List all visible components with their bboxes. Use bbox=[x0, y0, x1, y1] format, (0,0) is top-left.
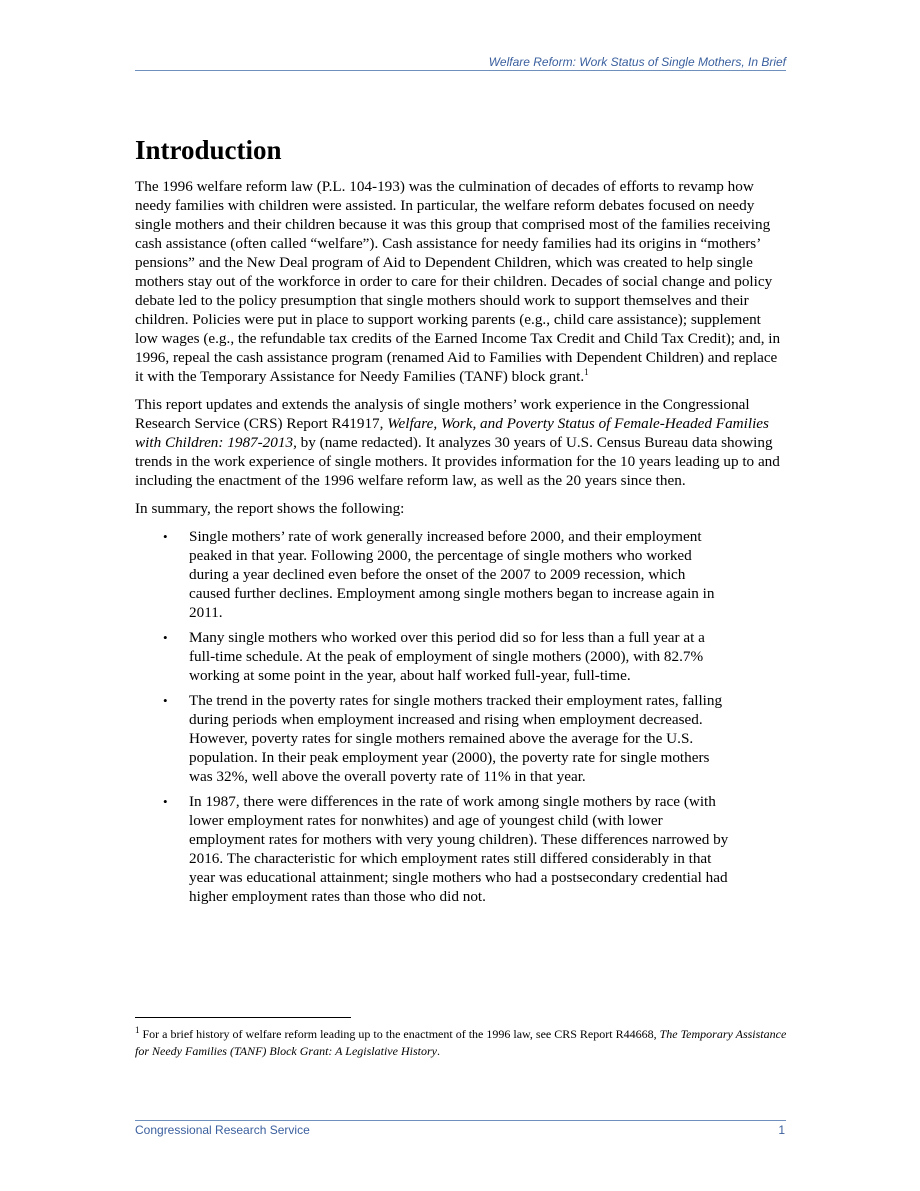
bullet-icon: • bbox=[163, 630, 168, 645]
bullet-icon: • bbox=[163, 794, 168, 809]
main-content bbox=[135, 133, 787, 912]
summary-bullet-list bbox=[135, 527, 787, 906]
footnote-divider bbox=[135, 1017, 351, 1018]
footer-divider bbox=[135, 1120, 786, 1121]
footnote-text-b: . bbox=[436, 1044, 440, 1058]
list-item bbox=[135, 691, 729, 786]
list-item bbox=[135, 792, 729, 906]
footnote bbox=[135, 1026, 787, 1060]
intro-paragraph-1 bbox=[135, 177, 787, 386]
bullet-icon: • bbox=[163, 693, 168, 708]
section-title: Introduction bbox=[135, 135, 282, 165]
running-header: Welfare Reform: Work Status of Single Mothers, In Brief bbox=[488, 55, 786, 69]
footnote-ref[interactable]: 1 bbox=[584, 366, 589, 377]
footnote-text-a: For a brief history of welfare reform leading up to the enactment of the 1996 law, see CRS Report R44668, bbox=[139, 1027, 660, 1041]
list-item bbox=[135, 527, 729, 622]
intro-paragraph-1-text: The 1996 welfare reform law (P.L. 104-193) was the culmination of decades of efforts to revamp how needy families with children were assisted. In particular, the welfare reform debates focused on needy single mothers and their children because it was this group that comprised most of the families receiving cash assistance (often called “welfare”). Cash assistance for needy families had its origins in “mothers’ pensions” and the New Deal program of Aid to Dependent Children, which was created to help single mothers stay out of the workforce in order to care for their children. Decades of social change and policy debate led to the policy presumption that single mothers should work to support themselves and their children. Policies were put in place to support working parents (e.g., child care assistance); supplement low wages (e.g., the refundable tax credits of the Earned Income Tax Credit and Child Tax Credit); and, in 1996, repeal the cash assistance program (renamed Aid to Families with Dependent Children) and replace it with the Temporary Assistance for Needy Families (TANF) block grant. bbox=[135, 178, 781, 385]
footnote-report-title: The Temporary Assistance for Needy Families (TANF) Block Grant: A Legislative History bbox=[135, 1027, 787, 1058]
footer-organization: Congressional Research Service bbox=[135, 1123, 310, 1137]
list-item-text: The trend in the poverty rates for single mothers tracked their employment rates, falling during periods when employment increased and rising when employment decreased. However, poverty rates for single mothers remained above the average for the U.S. population. In their peak employment year (2000), the poverty rate for single mothers was 32%, well above the overall poverty rate of 11% in that year. bbox=[189, 692, 723, 785]
summary-intro: In summary, the report shows the following: bbox=[135, 500, 405, 517]
footnote-number: 1 bbox=[135, 1025, 140, 1035]
list-item-text: Single mothers’ rate of work generally increased before 2000, and their employment peaked in that year. Following 2000, the percentage of single mothers who worked during a year declined even before the onset of the 2007 to 2009 recession, which caused further declines. Employment among single mothers began to increase again in 2011. bbox=[189, 528, 715, 621]
intro-paragraph-2 bbox=[135, 395, 787, 490]
intro-paragraph-2-text-b: , by (name redacted). It analyzes 30 years of U.S. Census Bureau data showing trends in the work experience of single mothers. It provides information for the 10 years leading up to and including the enactment of the 1996 welfare reform law, as well as the 20 years since then. bbox=[135, 434, 780, 489]
page-number: 1 bbox=[778, 1123, 785, 1137]
bullet-icon: • bbox=[163, 529, 168, 544]
list-item-text: In 1987, there were differences in the rate of work among single mothers by race (with lower employment rates for nonwhites) and age of youngest child (with lower employment rates for mothers with very young children). These differences narrowed by 2016. The characteristic for which employment rates still differed considerably in that year was educational attainment; single mothers who had a postsecondary credential had higher employment rates than those who did not. bbox=[189, 793, 729, 905]
header-divider bbox=[135, 70, 786, 71]
intro-paragraph-2-text-a: This report updates and extends the analysis of single mothers’ work experience in the Congressional Research Service (CRS) Report R41917, bbox=[135, 396, 750, 432]
list-item bbox=[135, 628, 729, 685]
list-item-text: Many single mothers who worked over this period did so for less than a full year at a full-time schedule. At the peak of employment of single mothers (2000), with 82.7% working at some point in the year, about half worked full-year, full-time. bbox=[189, 629, 705, 684]
report-title: Welfare, Work, and Poverty Status of Female-Headed Families with Children: 1987-2013 bbox=[135, 415, 769, 451]
